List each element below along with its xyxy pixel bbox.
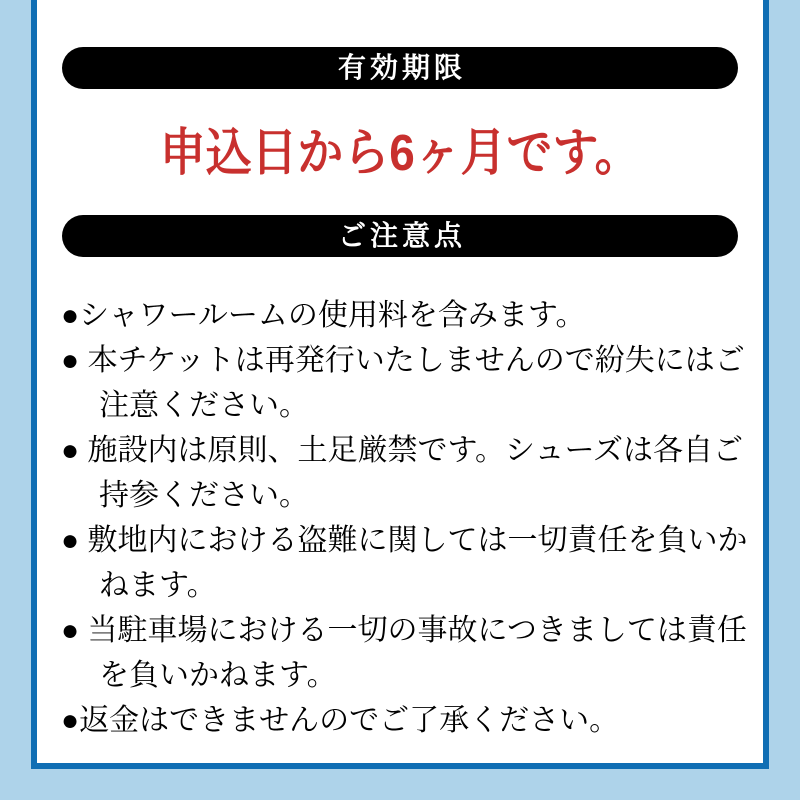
validity-statement: 申込日から6ヶ月です。 — [159, 123, 641, 181]
note-text: 本チケットは再発行いたしませんので紛失にはご注意ください。 — [79, 344, 745, 422]
content-panel — [31, 0, 769, 769]
note-item — [61, 518, 753, 608]
bullet-icon: ● — [61, 344, 80, 377]
note-text: 施設内は原則、土足厳禁です。シューズは各自ご持参ください。 — [79, 434, 743, 512]
note-text: シャワールームの使用料を含みます。 — [79, 299, 586, 332]
notes-header-bar — [62, 215, 738, 257]
bullet-icon: ● — [61, 434, 80, 467]
notes-list — [37, 293, 763, 743]
note-item — [61, 338, 753, 428]
note-item — [61, 428, 753, 518]
note-item — [61, 608, 753, 698]
note-text: 返金はできませんのでご了承ください。 — [79, 704, 620, 737]
note-item — [61, 698, 753, 743]
validity-header-label: 有効期限 — [337, 52, 466, 83]
bullet-icon: ● — [61, 524, 80, 557]
bullet-icon: ● — [61, 299, 80, 332]
validity-header-bar — [62, 47, 738, 89]
bullet-icon: ● — [61, 614, 80, 647]
notes-header-label: ご注意点 — [337, 220, 466, 251]
validity-statement-area — [37, 89, 763, 215]
bullet-icon: ● — [61, 704, 80, 737]
note-text: 当駐車場における一切の事故につきましては責任を負いかねます。 — [79, 614, 747, 692]
note-text: 敷地内における盗難に関しては一切責任を負いかねます。 — [79, 524, 748, 602]
note-item — [61, 293, 753, 338]
